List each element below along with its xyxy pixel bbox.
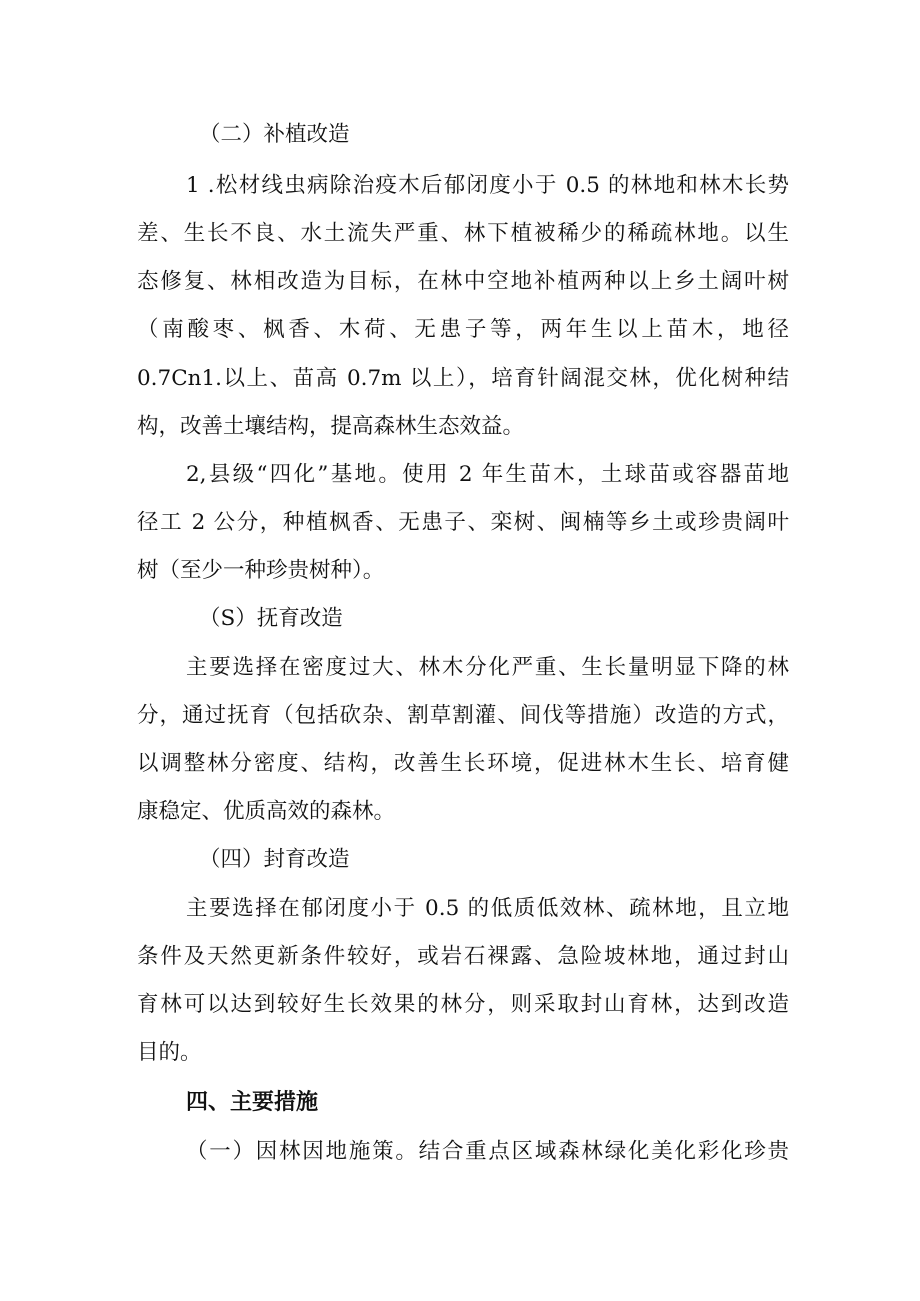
paragraph-line: 态修复、林相改造为目标，在林中空地补植两种以上乡土阔叶树 (137, 269, 789, 294)
paragraph-line: 育林可以达到较好生长效果的林分，则采取封山育林，达到改造 (137, 992, 789, 1017)
paragraph-line: 目的。 (137, 1040, 202, 1065)
paragraph-line: 2,县级“四化”基地。使用 2 年生苗木，土球苗或容器苗地 (186, 462, 789, 487)
subheading-enclosure: （四）封育改造 (199, 847, 350, 872)
paragraph-line: 条件及天然更新条件较好，或岩石裸露、急险坡林地，通过封山 (137, 944, 789, 969)
subheading-replanting: （二）补植改造 (199, 122, 350, 147)
paragraph-line: 树（至少一种珍贵树种）。 (137, 558, 385, 583)
paragraph-line: 主要选择在密度过大、林木分化严重、生长量明显下降的林 (186, 655, 789, 680)
paragraph-line: （南酸枣、枫香、木荷、无患子等，两年生以上苗木，地径 (137, 317, 789, 342)
paragraph-line: 构，改善土壤结构，提高森林生态效益。 (137, 414, 525, 439)
paragraph-line: （一）因林因地施策。结合重点区域森林绿化美化彩化珍贵 (186, 1139, 789, 1164)
paragraph-line: 径工 2 公分，种植枫香、无患子、栾树、闽楠等乡土或珍贵阔叶 (137, 510, 789, 535)
subheading-tending: （S）抚育改造 (199, 606, 343, 631)
paragraph-line: 以调整林分密度、结构，改善生长环境，促进林木生长、培育健 (137, 751, 789, 776)
paragraph-line: 0.7Cn1.以上、苗高 0.7m 以上），培育针阔混交林，优化树种结 (137, 366, 789, 391)
paragraph-line: 差、生长不良、水土流失严重、林下植被稀少的稀疏林地。以生 (137, 221, 789, 246)
paragraph-line: 康稳定、优质高效的森林。 (137, 799, 396, 824)
main-heading: 四、主要措施 (186, 1090, 319, 1115)
paragraph-line: 主要选择在郁闭度小于 0.5 的低质低效林、疏林地，且立地 (186, 896, 789, 921)
paragraph-line: 1 .松材线虫病除治疫木后郁闭度小于 0.5 的林地和林木长势 (186, 173, 789, 198)
paragraph-line: 分，通过抚育（包括砍杂、割草割灌、间伐等措施）改造的方式， (137, 703, 789, 728)
